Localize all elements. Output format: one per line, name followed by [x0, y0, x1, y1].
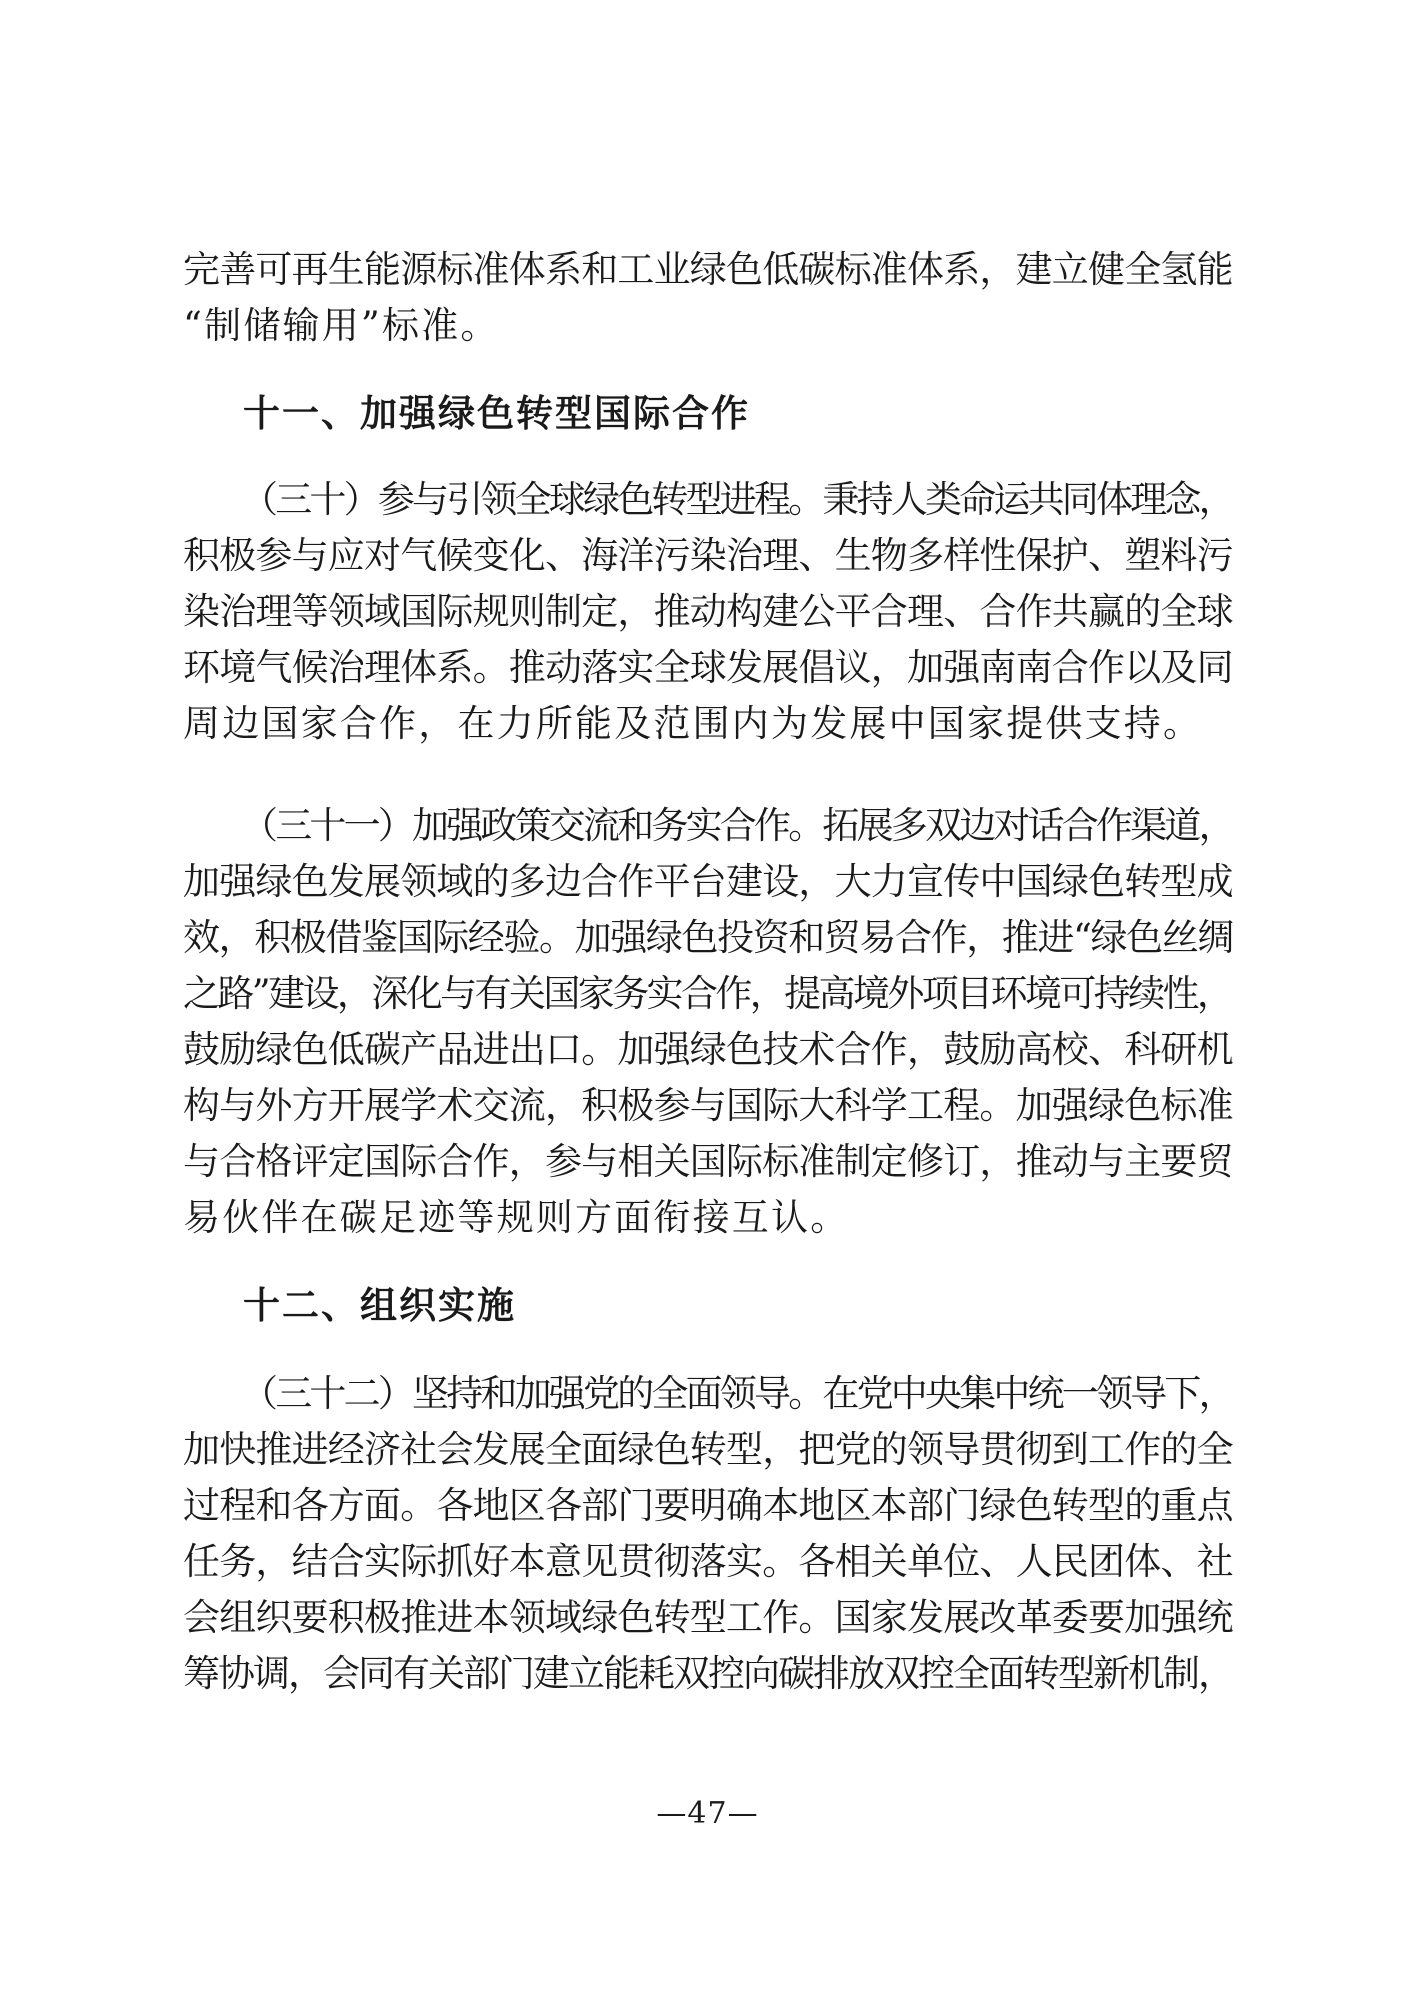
paragraph-line: 完善可再生能源标准体系和工业绿色低碳标准体系，建立健全氢能 [183, 248, 1233, 291]
paragraph-line: 环境气候治理体系。推动落实全球发展倡议，加强南南合作以及同 [183, 646, 1233, 689]
section-heading-11: 十一、加强绿色转型国际合作 [243, 392, 750, 435]
section-heading-12: 十二、组织实施 [243, 1284, 516, 1327]
paragraph-line: 鼓励绿色低碳产品进出口。加强绿色技术合作，鼓励高校、科研机 [183, 1028, 1233, 1071]
paragraph-line: 染治理等领域国际规则制定，推动构建公平合理、合作共赢的全球 [183, 590, 1233, 633]
paragraph-32 [183, 1366, 1233, 1702]
paragraph-line: 筹协调，会同有关部门建立能耗双控向碳排放双控全面转型新机制， [183, 1652, 1233, 1695]
paragraph-line: 构与外方开展学术交流，积极参与国际大科学工程。加强绿色标准 [183, 1084, 1233, 1127]
paragraph-line: （三十二）坚持和加强党的全面领导。在党中央集中统一领导下， [241, 1372, 1233, 1415]
paragraph-line: 之路”建设，深化与有关国家务实合作，提高境外项目环境可持续性， [183, 972, 1232, 1015]
paragraph-line: 效，积极借鉴国际经验。加强绿色投资和贸易合作，推进“绿色丝绸 [183, 916, 1233, 959]
paragraph-line: “制储输用”标准。 [183, 304, 500, 347]
paragraph-line: 任务，结合实际抓好本意见贯彻落实。各相关单位、人民团体、社 [183, 1540, 1233, 1583]
paragraph-line: 加快推进经济社会发展全面绿色转型，把党的领导贯彻到工作的全 [183, 1428, 1233, 1471]
paragraph-line: 过程和各方面。各地区各部门要明确本地区本部门绿色转型的重点 [183, 1484, 1233, 1527]
paragraph-line: 与合格评定国际合作，参与相关国际标准制定修订，推动与主要贸 [183, 1140, 1233, 1183]
paragraph-31 [183, 798, 1233, 1246]
paragraph-line: 加强绿色发展领域的多边合作平台建设，大力宣传中国绿色转型成 [183, 860, 1233, 903]
paragraph-line: 周边国家合作，在力所能及范围内为发展中国家提供支持。 [183, 702, 1203, 745]
paragraph-30 [183, 472, 1233, 752]
continuation-paragraph [183, 242, 1233, 354]
page-number: —47— [656, 1796, 759, 1831]
paragraph-line: （三十一）加强政策交流和务实合作。拓展多双边对话合作渠道， [241, 804, 1233, 847]
paragraph-line: 易伙伴在碳足迹等规则方面衔接互认。 [183, 1196, 850, 1239]
paragraph-line: （三十）参与引领全球绿色转型进程。秉持人类命运共同体理念， [241, 478, 1233, 521]
paragraph-line: 积极参与应对气候变化、海洋污染治理、生物多样性保护、塑料污 [183, 534, 1233, 577]
paragraph-line: 会组织要积极推进本领域绿色转型工作。国家发展改革委要加强统 [183, 1596, 1233, 1639]
